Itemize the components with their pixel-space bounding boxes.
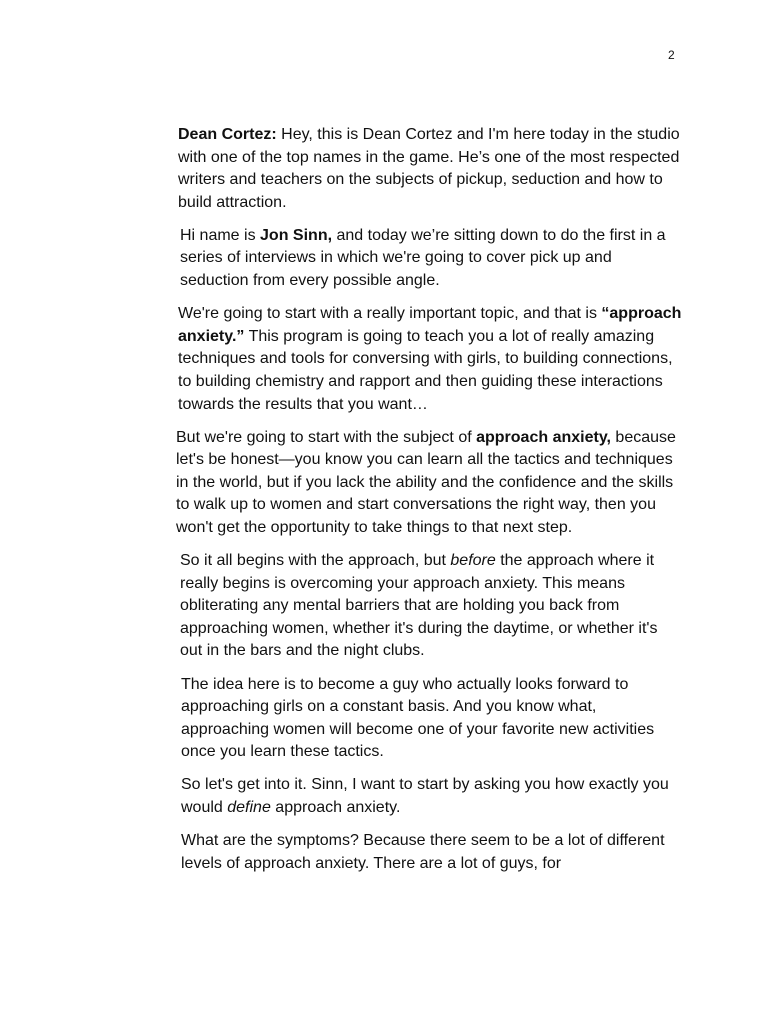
paragraph-text: the approach where it really begins is overcoming your approach anxiety. This means obliterating any mental barriers that are holding you back from approaching women, whether it's during the daytime, or whether it's out in the bars and the night clubs. — [180, 552, 658, 660]
paragraph-approach — [178, 550, 683, 663]
subject-emphasis: approach anxiety, — [476, 428, 611, 446]
guest-name: Jon Sinn, — [260, 226, 333, 244]
paragraph-text: But we're going to start with the subject of — [176, 428, 477, 446]
paragraph-symptoms — [178, 830, 683, 875]
paragraph-text: and today we’re sitting down to do the first in a series of interviews in which we're going to cover pick up and seduction from every possible angle. — [180, 226, 666, 290]
paragraph-text: The idea here is to become a guy who actually looks forward to approaching girls on a constant basis. And you know what, approaching women will become one of your favorite new activities once you learn these tactics. — [181, 675, 655, 761]
topic-emphasis: “approach anxiety.” — [178, 305, 682, 345]
paragraph-text: We're going to start with a really important topic, and that is — [178, 305, 602, 323]
paragraph-guest-intro — [178, 225, 683, 293]
speaker-name: Dean Cortez: — [178, 126, 277, 143]
paragraph-text: So let's get into it. Sinn, I want to start by asking you how exactly you would — [181, 776, 669, 817]
paragraph-text: approach anxiety. — [270, 799, 401, 817]
paragraph-text: This program is going to teach you a lot of really amazing techniques and tools for conversing with girls, to building connections, to building chemistry and rapport and then guiding these interactions towards the results that you want… — [178, 327, 673, 413]
paragraph-question — [178, 774, 683, 819]
paragraph-text: So it all begins with the approach, but — [180, 552, 451, 570]
paragraph-text: Hey, this is Dean Cortez and I'm here today in the studio with one of the top names in the game. He’s one of the most respected writers and teachers on the subjects of pickup, seduction and how to build attraction. — [178, 126, 680, 211]
paragraph-topic — [178, 303, 683, 416]
italic-emphasis: define — [227, 799, 271, 817]
paragraph-text: Hi name is — [180, 226, 261, 244]
paragraph-intro — [178, 124, 683, 214]
paragraph-idea — [178, 674, 683, 764]
paragraph-text: What are the symptoms? Because there seem to be a lot of different levels of approach anxiety. There are a lot of guys, for — [181, 832, 665, 872]
italic-emphasis: before — [450, 552, 496, 570]
paragraph-subject — [176, 427, 683, 540]
document-body — [178, 124, 683, 886]
paragraph-text: because let's be honest—you know you can learn all the tactics and techniques in the world, but if you lack the ability and the confidence and the skills to walk up to women and start conversations the right way, then you won't get the opportunity to take things to that next step. — [176, 428, 676, 536]
page-number: 2 — [668, 48, 675, 62]
